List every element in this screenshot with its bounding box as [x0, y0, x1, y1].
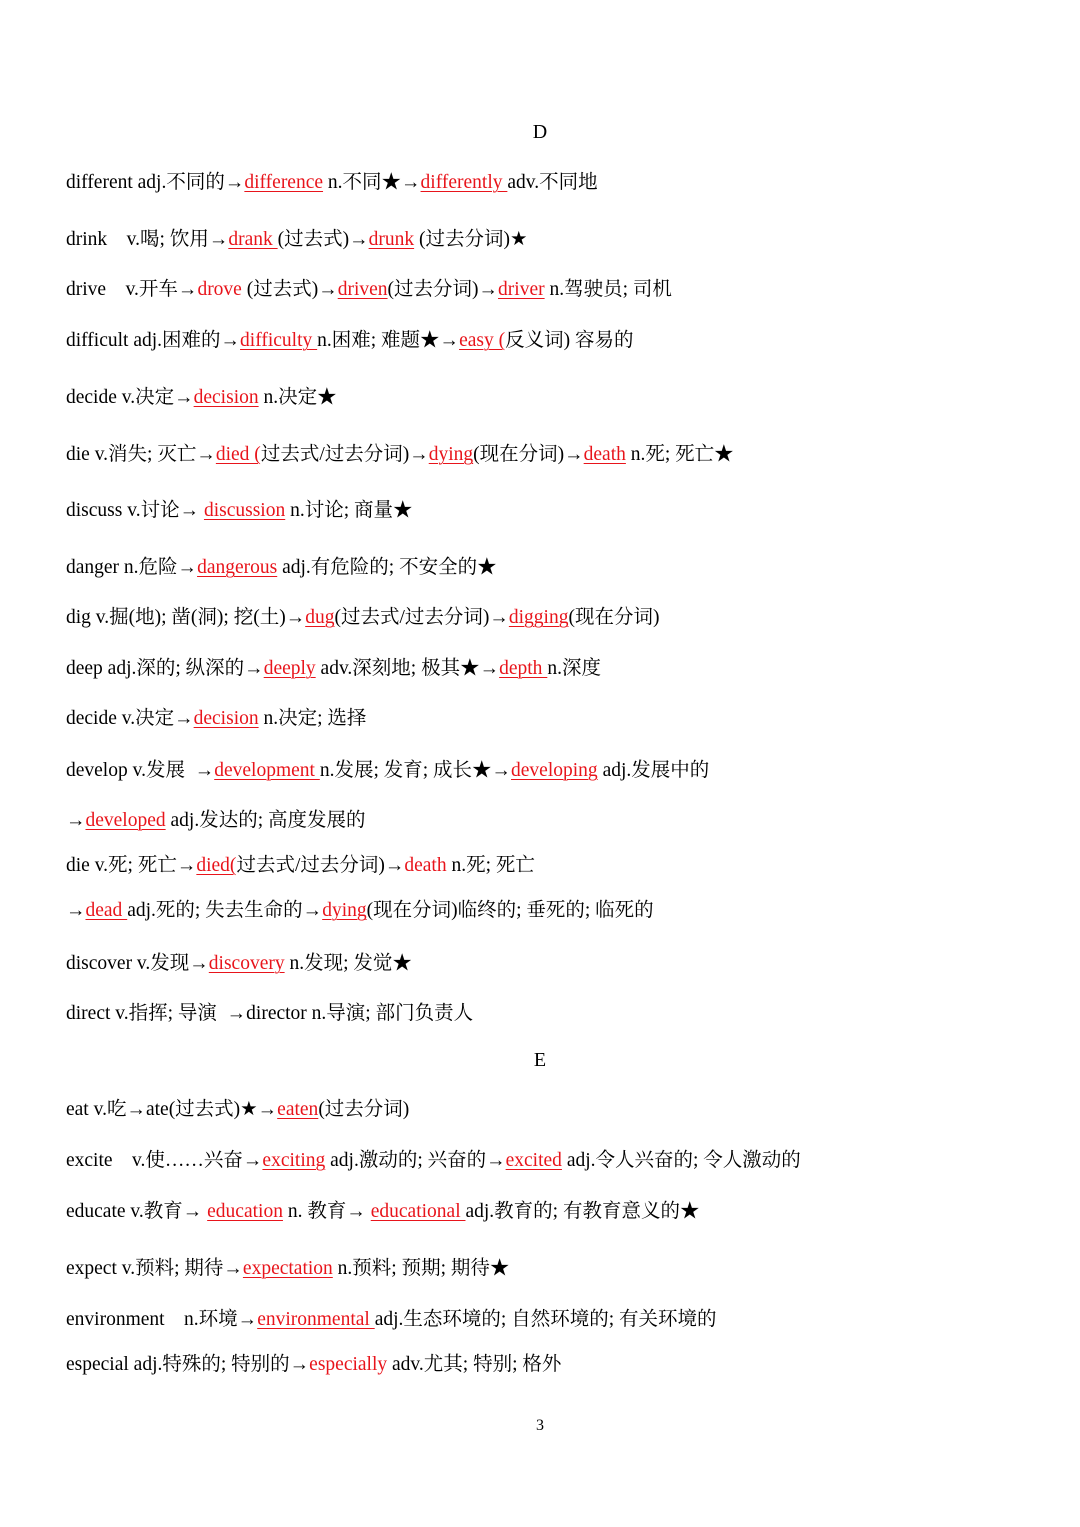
entry-text: → [66, 810, 86, 831]
entry-decide [66, 385, 1056, 411]
entry-different [66, 170, 1056, 196]
entry-text: (现在分词)临终的; 垂死的; 临死的 [366, 900, 654, 921]
entry-text: adj.死的; 失去生命的→ [127, 900, 323, 921]
entry-dig [66, 605, 1056, 631]
entry-text: excite v.使……兴奋→ [66, 1150, 263, 1171]
entry-text: discover v.发现→ [66, 953, 209, 974]
entry-text: (过去式/过去分词)→ [334, 607, 509, 628]
entry-text: n.驾驶员; 司机 [544, 279, 672, 300]
entry-text: direct v.指挥; 导演 →director n.导演; 部门负责人 [66, 1003, 474, 1024]
derived-word: driven [337, 279, 388, 300]
derived-word: development [214, 760, 320, 781]
entry-text: n. 教育→ [282, 1201, 371, 1222]
entry-text: drive v.开车→ [66, 279, 198, 300]
derived-word: depth [499, 658, 548, 679]
entry-text: (过去式)→ [241, 279, 338, 300]
entry-text: dig v.掘(地); 凿(洞); 挖(土)→ [66, 607, 306, 628]
entry-text: eat v.吃→ate(过去式)★→ [66, 1099, 278, 1120]
derived-word: dug [305, 607, 335, 628]
entry-text: (现在分词)→ [473, 444, 584, 465]
entry-text: adj.发达的; 高度发展的 [165, 810, 366, 831]
entry-develop [66, 758, 1056, 784]
entry-text: n.决定★ [258, 387, 337, 408]
entry-danger [66, 555, 1056, 581]
entry-difficult [66, 328, 1056, 354]
entry-develop-cont [66, 808, 1056, 834]
entry-direct [66, 1001, 1056, 1027]
derived-word: difference [244, 172, 324, 193]
entry-text: especial adj.特殊的; 特别的→ [66, 1354, 310, 1375]
entry-excite [66, 1148, 1056, 1174]
derived-word: dangerous [197, 557, 278, 578]
entry-text: n.困难; 难题★→ [317, 330, 460, 351]
entry-deep [66, 656, 1056, 682]
entry-text: adv.尤其; 特别; 格外 [387, 1354, 562, 1375]
entry-text: n.死; 死亡 [446, 855, 535, 876]
derived-word: decision [193, 387, 259, 408]
derived-word: eaten [277, 1099, 319, 1120]
entry-text: adj.教育的; 有教育意义的★ [465, 1201, 700, 1222]
entry-text: (过去分词)→ [387, 279, 499, 300]
entry-text: (现在分词) [568, 607, 660, 628]
entry-text: decide v.决定→ [66, 387, 194, 408]
entry-decide-2 [66, 706, 1056, 732]
derived-word: expectation [242, 1258, 333, 1279]
derived-word: decision [193, 708, 259, 729]
entry-die-2-cont [66, 898, 1056, 924]
section-heading-e: E [533, 1049, 547, 1071]
entry-text: die v.死; 死亡→ [66, 855, 197, 876]
entry-text: different adj.不同的→ [66, 172, 245, 193]
derived-word: difficulty [240, 330, 318, 351]
entry-text: adj.有危险的; 不安全的★ [277, 557, 497, 578]
derived-word: discussion [203, 500, 286, 521]
derived-word: especially [309, 1354, 388, 1375]
derived-word: drunk [368, 229, 415, 250]
derived-word: dying [322, 900, 367, 921]
entry-die [66, 442, 1056, 468]
entry-eat [66, 1097, 1056, 1123]
entry-text: 过去式/过去分词)→ [236, 855, 405, 876]
entry-text: n.发展; 发育; 成长★→ [319, 760, 512, 781]
entry-text: develop v.发展 → [66, 760, 215, 781]
entry-discover [66, 951, 1056, 977]
derived-word: died ( [215, 444, 261, 465]
entry-text: (过去分词) [318, 1099, 410, 1120]
derived-word: death [404, 855, 447, 876]
page-number: 3 [536, 1417, 544, 1434]
entry-text: n.预料; 预期; 期待★ [332, 1258, 510, 1279]
derived-word: dead [85, 900, 128, 921]
entry-text: expect v.预料; 期待→ [66, 1258, 243, 1279]
derived-word: educational [370, 1201, 466, 1222]
derived-word: developed [85, 810, 166, 831]
entry-text: discuss v.讨论→ [66, 500, 204, 521]
entry-die-2 [66, 853, 1056, 879]
entry-text: n.不同★→ [323, 172, 421, 193]
derived-word: digging [508, 607, 569, 628]
derived-word: dying [428, 444, 474, 465]
derived-word: discovery [208, 953, 285, 974]
derived-word: death [583, 444, 626, 465]
entry-text: 反义词) 容易的 [505, 330, 634, 351]
derived-word: differently [420, 172, 508, 193]
derived-word: drove [197, 279, 242, 300]
entry-text: danger n.危险→ [66, 557, 198, 578]
derived-word: deeply [263, 658, 316, 679]
entry-especial [66, 1352, 1056, 1378]
entry-text: n.死; 死亡★ [625, 444, 734, 465]
entry-text: n.讨论; 商量★ [285, 500, 413, 521]
section-heading-d: D [532, 121, 548, 143]
entry-text: difficult adj.困难的→ [66, 330, 241, 351]
entry-text: drink v.喝; 饮用→ [66, 229, 229, 250]
entry-educate [66, 1199, 1056, 1225]
entry-text: adv.不同地 [507, 172, 598, 193]
derived-word: drank [228, 229, 278, 250]
entry-text: educate v.教育→ [66, 1201, 208, 1222]
derived-word: died( [196, 855, 237, 876]
derived-word: exciting [262, 1150, 326, 1171]
entry-text: n.深度 [547, 658, 601, 679]
entry-text: (过去式)→ [277, 229, 369, 250]
entry-text: 过去式/过去分词)→ [260, 444, 429, 465]
derived-word: easy ( [459, 330, 506, 351]
entry-text: adj.发展中的 [597, 760, 710, 781]
entry-text: adj.激动的; 兴奋的→ [325, 1150, 506, 1171]
entry-text: (过去分词)★ [414, 229, 528, 250]
derived-word: environmental [257, 1309, 375, 1330]
entry-drink [66, 227, 1056, 253]
entry-text: adj.令人兴奋的; 令人激动的 [561, 1150, 801, 1171]
entry-text: n.发现; 发觉★ [284, 953, 412, 974]
entry-text: adj.生态环境的; 自然环境的; 有关环境的 [374, 1309, 717, 1330]
entry-text: n.决定; 选择 [258, 708, 367, 729]
derived-word: developing [511, 760, 598, 781]
entry-discuss [66, 498, 1056, 524]
derived-word: driver [498, 279, 545, 300]
entry-expect [66, 1256, 1056, 1282]
entry-environment [66, 1307, 1056, 1333]
entry-text: adv.深刻地; 极其★→ [315, 658, 500, 679]
derived-word: education [207, 1201, 283, 1222]
entry-text: environment n.环境→ [66, 1309, 258, 1330]
entry-drive [66, 277, 1056, 303]
entry-text: decide v.决定→ [66, 708, 194, 729]
entry-text: deep adj.深的; 纵深的→ [66, 658, 264, 679]
entry-text: → [66, 900, 86, 921]
derived-word: excited [505, 1150, 562, 1171]
entry-text: die v.消失; 灭亡→ [66, 444, 216, 465]
